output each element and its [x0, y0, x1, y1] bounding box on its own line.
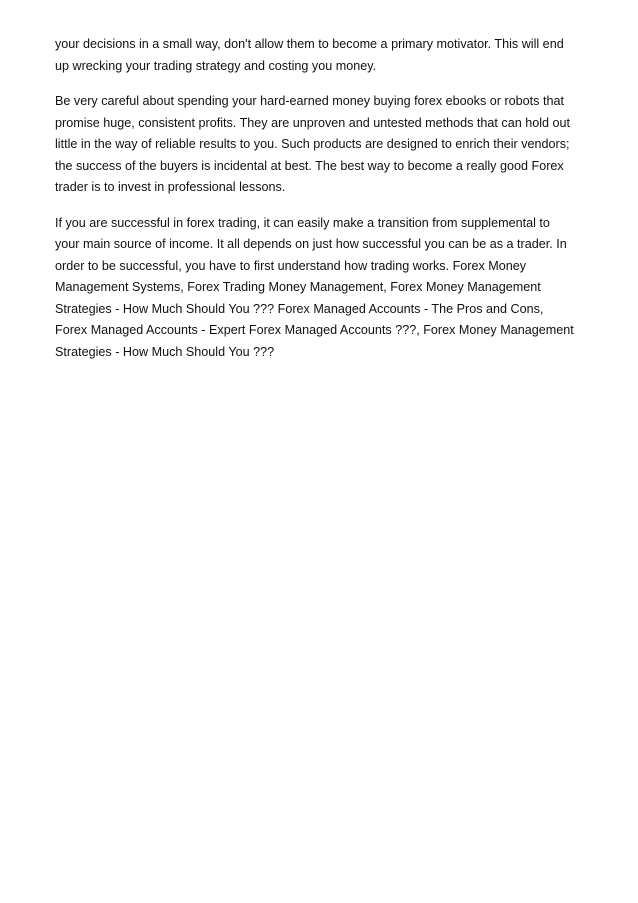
- paragraph-2: Be very careful about spending your hard-earned money buying forex ebooks or robots that promise huge, consistent profits. They are unproven and untested methods that can hold out little in the way of reliable results to you. Such products are designed to enrich their vendors; the success of the buyers is incidental at best. The best way to become a really good Forex trader is to invest in professional lessons.: [55, 94, 571, 194]
- document-body: [55, 34, 575, 377]
- paragraph-1: your decisions in a small way, don't allow them to become a primary motivator. This will end up wrecking your trading strategy and costing you money.: [55, 37, 564, 73]
- paragraph-3: If you are successful in forex trading, it can easily make a transition from supplemental to your main source of income. It all depends on just how successful you can be as a trader. In order to be successful, you have to first understand how trading works. Forex Money Management Systems, Forex Trading Money Management, Forex Money Management Strategies - How Much Should You ??? Forex Managed Accounts - The Pros and Cons, Forex Managed Accounts - Expert Forex Managed Accounts ???, Forex Money Management Strategies - How Much Should You ???: [55, 215, 574, 359]
